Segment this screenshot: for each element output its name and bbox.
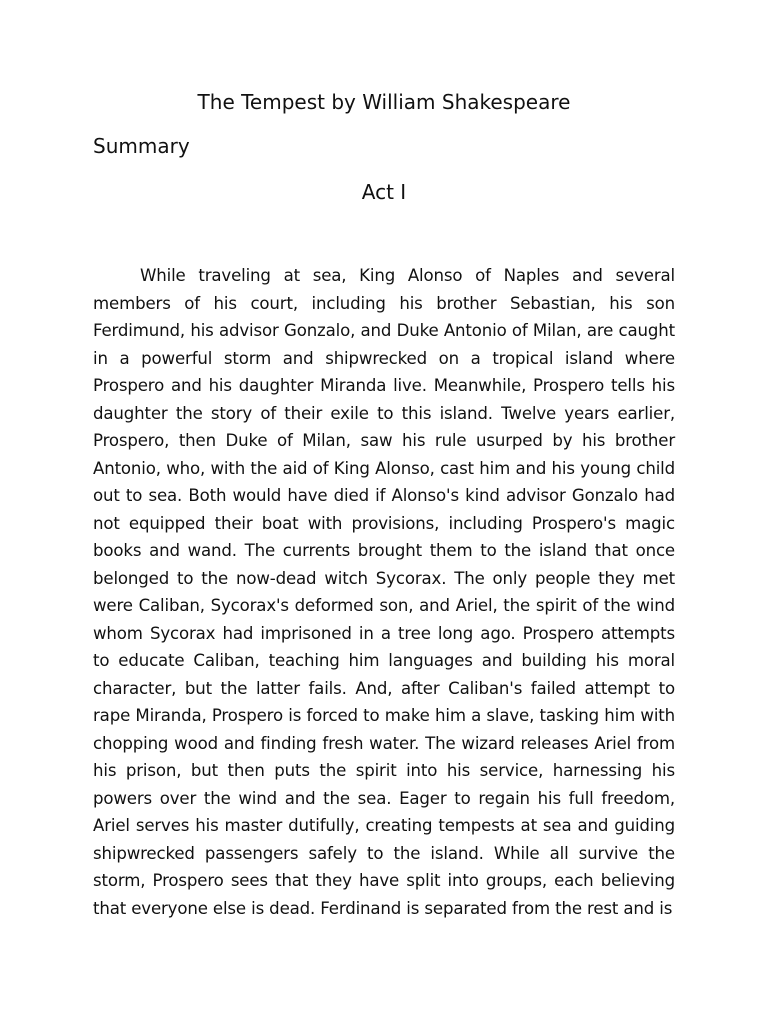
summary-paragraph: While traveling at sea, King Alonso of Naples and several members of his court, including his brother Sebastian, his son Ferdimund, his advisor Gonzalo, and Duke Antonio of Milan, are caught in a powerful storm and shipwrecked on a tropical island where Prospero and his daughter Miranda live. Meanwhile, Prospero tells his daughter the story of their exile to this island. Twelve years earlier, Prospero, then Duke of Milan, saw his rule usurped by his brother Antonio, who, with the aid of King Alonso, cast him and his young child out to sea. Both would have died if Alonso's kind advisor Gonzalo had not equipped their boat with provisions, including Prospero's magic books and wand. The currents brought them to the island that once belonged to the now-dead witch Sycorax. The only people they met were Caliban, Sycorax's deformed son, and Ariel, the spirit of the wind whom Sycorax had imprisoned in a tree long ago. Prospero attempts to educate Caliban, teaching him languages and building his moral character, but the latter fails. And, after Caliban's failed attempt to rape Miranda, Prospero is forced to make him a slave, tasking him with chopping wood and finding fresh water. The wizard releases Ariel from his prison, but then puts the spirit into his service, harnessing his powers over the wind and the sea. Eager to regain his full freedom, Ariel serves his master dutifully, creating tempests at sea and guiding shipwrecked passengers safely to the island. While all survive the storm, Prospero sees that they have split into groups, each believing that everyone else is dead. Ferdinand is separated from the rest and is [93,266,675,918]
act-heading: Act I [361,180,407,204]
section-heading-summary: Summary [93,134,190,158]
document-title: The Tempest by William Shakespeare [197,90,571,114]
